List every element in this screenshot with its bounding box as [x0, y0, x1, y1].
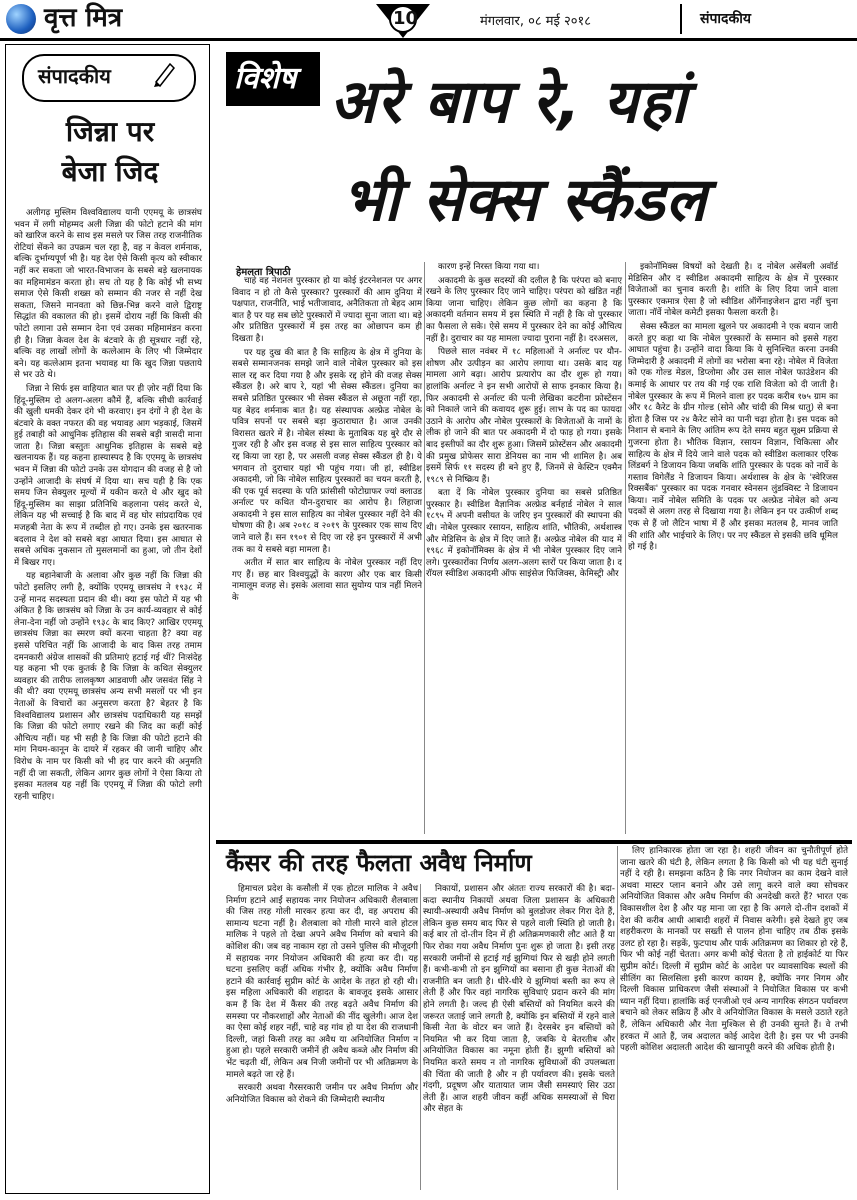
story-column-3	[620, 846, 848, 1057]
feature-headline-line-1: अरे बाप रे, यहां	[330, 67, 688, 137]
editorial-title-line-1: जिन्ना पर	[65, 115, 155, 148]
feature-paragraph: अतीत में सात बार साहित्य के नोबेल पुरस्कार नहीं दिए गए हैं। छह बार विश्वयुद्धों के कारण और एक बार किसी नामालूम वजह से। इसके अलावा सात सुयोग्य पात्र नहीं मिलने के	[232, 558, 422, 604]
feature-byline: हेमलता त्रिपाठी	[236, 267, 291, 278]
pen-icon	[150, 58, 180, 88]
feature-paragraph: अकादमी के कुछ सदस्यों की दलील है कि परंपरा को बनाए रखने के लिए पुरस्कार दिए जाने चाहिए। परंपरा को खंडित नहीं किया जाना चाहिए। लेकिन कुछ लोगों का कहना है कि अकादमी वर्तमान समय में इस स्थिति में नहीं है कि वो पुरस्कार का फैसला ले सके। ऐसे समय में पुरस्कार देने का कोई औचित्य नहीं है। दुराचार का यह मामला ज्यादा पुराना नहीं है। दरअसल,	[426, 275, 622, 344]
story-divider	[216, 840, 852, 844]
feature-paragraph: चाहे वह नेशनल पुरस्कार हो या कोई इंटरनेशनल पर अगर विवाद न हो तो कैसे पुरस्कार? पुरस्कारों की आम दुनिया में पक्षपात, राजनीति, भाई भतीजावाद, अनैतिकता तो बेहद आम बात है पर यह सब छोटे पुरस्कारों में ज्यादा सुना जाता था। बड़े और प्रतिष्ठित पुरस्कारों में इस तरह का ओछापन कम ही दिखता है।	[232, 276, 422, 344]
feature-paragraph: सेक्स स्कैंडल का मामला खुलने पर अकादमी ने एक बयान जारी करते हुए कहा था कि नोबेल पुरस्कारों के सम्मान को इससे गहरा आघात पहुंचा है। उन्होंने वादा किया कि ये सुनिश्चित करना उनकी जिम्मेदारी है अकादमी में लोगों का भरोसा बना रहे। नोबेल में विजेता को एक गोल्ड मेडल, डिप्लोमा और उस साल नोबेल फाउंडेशन की कमाई के आधार पर तय की गई एक राशि विजेता को दी जाती है। नोबेल पुरस्कार के रूप में मिलने वाला हर पदक करीब १७५ ग्राम का और १८ कैरेट के ग्रीन गोल्ड (सोने और चांदी की मिश्र धातु) से बना होता है जिस पर २४ कैरेट सोने का पानी चढ़ा होता है। इस पदक को निशान से बनाने के लिए आंतिम रूप देते समय बहुत सूक्ष्म प्रक्रिया से गुजरना होता है। भौतिक विज्ञान, रसायन विज्ञान, चिकित्सा और साहित्य के क्षेत्र में दिये जाने वाले पदक को स्वीडिश कलाकार एरिक लिंडबर्ग ने डिजायन किया जबकि शांति पुरस्कार के पदक को नार्वे के गस्ताव विगेलैंड ने डिजायन किया। अर्थशास्त्र के क्षेत्र के 'स्वेरिजस रिक्सबैंक' पुरस्कार का पदक गनवार स्वेनसन लुंडक्विस्ट ने डिजायन किया। नार्वे नोबेल समिति के पदक पर अल्फ्रेड नोबेल को अन्य पदकों से अलग तरह से दिखाया गया है। लेकिन इन पर उत्कीर्ण शब्द एक से हैं जो लैटिन भाषा में हैं और इसका मतलब है, मानव जाति की शांति और भाईचारे के लिए। पर नए स्कैंडल से इसकी छवि धूमिल हो गई है।	[628, 321, 838, 553]
column-rule	[424, 262, 425, 834]
feature-paragraph: बता दें कि नोबेल पुरस्कार दुनिया का सबसे प्रतिष्ठित पुरस्कार है। स्वीडिश वैज्ञानिक अल्फ्रेड बर्नहार्ड नोबेल ने साल १८९५ में अपनी वसीयत के जरिए इन पुरस्कारों की स्थापना की थी। नोबेल पुरस्कार रसायन, साहित्य शांति, भौतिकी, अर्थशास्त्र और मेडिसिन के क्षेत्र में दिए जाते हैं। अल्फ्रेड नोबेल की याद में १९६८ में इकोनॉमिक्स के क्षेत्र में भी नोबेल पुरस्कार दिए जाने लगे। पुरस्कारोंका निर्णय अलग-अलग स्तरों पर किया जाता है। द रॉयल स्वीडिश अकादमी ऑफ साइंसेज फिजिक्स, केमिस्ट्री और	[426, 488, 622, 580]
story-paragraph: निकायों, प्रशासन और अंततः राज्य सरकारों की है। बदा-कदा स्थानीय निकायों अथवा जिला प्रशासन के अधिकारी स्थायी-अस्थायी अवैध निर्माण को बुलडोजर लेकर गिरा देते हैं, लेकिन कुछ समय बाद फिर से पहले वाली स्थिति हो जाती है। कई बार तो दो-तीन दिन में ही अतिक्रमणकारी लौट आते हैं या फिर रोका गया अवैध निर्माण पुनः शुरू हो जाता है। इसी तरह सरकारी जमीनों से हटाई गई झुग्गियां फिर से खड़ी होने लगती हैं। कभी-कभी तो इन झुग्गियों का बसाना ही कुछ नेताओं की राजनीति बन जाती है। धीरे-धीरे ये झुग्गियां बस्ती का रूप ले लेती हैं और फिर वहां नागरिक सुविधाएं प्रदान करने की मांग होने लगती है। जल्द ही ऐसी बस्तियों को नियमित करने की जरूरत जताई जाने लगती है, क्योंकि इन बस्तियों में रहने वाले किसी नेता के वोटर बन जाते हैं। देरसबेर इन बस्तियों को नियमित भी कर दिया जाता है, जबकि ये बेतरतीब और अनियोजित विकास का नमूना होती हैं। झुग्गी बस्तियों को नियमित करते समय न तो नागरिक सुविधाओं की उपलब्धता की चिंता की जाती है और न ही पर्यावरण की। इसके चलते गंदगी, प्रदूषण और यातायात जाम जैसी समस्याएं सिर उठा लेती हैं। आज शहरी जीवन कहीं अधिक समस्याओं से घिरा और सेहत के	[423, 884, 615, 1115]
feature-column-1	[232, 276, 422, 607]
issue-date: मंगलवार, ०८ मई २०१८	[480, 14, 592, 29]
column-rule	[625, 262, 626, 834]
editorial-paragraph: यह बहानेबाजी के अलावा और कुछ नहीं कि जिन्ना की फोटो इसलिए लगी है, क्योंकि एएमयू छात्रसंघ ने १९३८ में उन्हें मानद सदस्यता प्रदान की थी। क्या इस फोटो में यह भी अंकित है कि छात्रसंघ को जिन्ना के उन कार्य-व्यवहार से कोई लेना-देना नहीं जो उन्होंने १९३८ के बाद किए? आखिर एएमयू छात्रसंघ जिन्ना का स्मरण क्यों करना चाहता है? क्या वह इससे परिचित नहीं कि आजादी के बाद किस तरह तमाम दमनकारी अंग्रेज शासकों की प्रतिमाएं हटाई गई थीं? निःसंदेह यह कहना भी एक कुतर्क है कि जिन्ना के कथित सेक्युलर व्यवहार की तारीफ लालकृष्ण आडवाणी और जसवंत सिंह ने की थी? क्या एएमयू छात्रसंघ अन्य सभी मसलों पर भी इन नेताओं के विचारों का अनुसरण करता है? बेहतर है कि विश्वविद्यालय प्रशासन और छात्रसंघ पदाधिकारी यह समझें कि जिन्ना की फोटो लगाए रखने की जिद का कहीं कोई औचित्य नहीं। यह भी सही है कि जिन्ना की फोटो हटाने की मांग नियम-कानून के दायरे में रहकर की जानी चाहिए और विरोध के नाम पर किसी को भी हद पार करने की अनुमति नहीं दी जा सकती, लेकिन आगर कुछ लोगों ने ऐसा किया तो इसका मतलब यह नहीं कि एएमयू में जिन्ना की फोटो लगी रहनी चाहिए।	[14, 571, 202, 802]
story-paragraph: सरकारी अथवा गैरसरकारी जमीन पर अवैध निर्माण और अनियोजित विकास को रोकने की जिम्मेदारी स्थानीय	[226, 1083, 418, 1105]
feature-column-3	[628, 262, 838, 556]
feature-paragraph: पर यह दुख की बात है कि साहित्य के क्षेत्र में दुनिया के सबसे सम्मानजनक समझे जाने वाले नोबेल पुरस्कार को इस साल रद्द कर दिया गया है और इसके रद्द होने की वजह सेक्स स्कैंडल है। अरे बाप रे, यहां भी सेक्स स्कैंडल। दुनिया का सबसे प्रतिष्ठित पुरस्कार भी सेक्स स्कैंडल से अछूता नहीं रहा, यह बेहद शर्मनाक बात है। यह संस्थापक अल्फ्रेड नोबेल के पवित्र सपनों पर सबसे बड़ा कुठाराघात है। आज उनकी विरासत खतरे में है। नोबेल संस्था के मुताबिक यह बुरे दौर से गुजर रही है और इस वजह से इस साल साहित्य पुरस्कार को रद्द किया जा रहा है, पर असली वजह सेक्स स्कैंडल ही है। ये भगवान तो दुराचार यहां भी पहुंच गया। जी हां, स्वीडिश अकादमी, जो कि नोबेल साहित्य पुरस्कारों का चयन करती है, की एक पूर्व सदस्या के पति फ्रांसीसी फोटोग्राफर ज्यां क्लाउड अर्नाल्ट पर कथित यौन-दुराचार का आरोप है। लिहाजा अकादमी ने इस साल साहित्य का नोबेल पुरस्कार नहीं देने की घोषणा की है। अब २०१८ व २०१९ के पुरस्कार एक साथ दिए जाने वाले हैं। सन १९०१ से दिए जा रहे इन पुरस्कारों में अभी तक का ये सबसे बड़ा मामला है।	[232, 347, 422, 555]
story-headline: कैंसर की तरह फैलता अवैध निर्माण	[226, 849, 532, 877]
editorial-title-line-2: बेजा जिद	[61, 155, 159, 188]
feature-headline-line-2: भी सेक्स स्कैंडल	[342, 165, 708, 235]
editorial-body	[14, 208, 202, 805]
editorial-paragraph: जिन्ना ने सिर्फ इस वाहियात बात पर ही ज़ोर नहीं दिया कि हिंदू-मुस्लिम दो अलग-अलग कौमें हैं, बल्कि सीधी कार्रवाई की खुली धमकी देकर दंगे भी करवाए। इन दंगों ने ही देश के बंटवारे के वक्त नफरत की वह भयावह आग भड़काई, जिसमें हुई तबाही को आधुनिक इतिहास की सबसे बड़ी त्रासदी माना जाता है। जिन्ना बस्तुतः आधुनिक इतिहास के सबसे बड़े खलनायक हैं। यह कहना हास्यास्पद है कि एएमयू के छात्रसंघ भवन में जिन्ना की फोटो उनके उस योगदान की वजह से है जो उन्होंने आजादी के संघर्ष में दिया था। सच यही है कि एक समय जिन सेक्युलर मूल्यों में यकीन करते थे और खुद को हिंदू-मुस्लिम का साझा प्रतिनिधि कहलाना पसंद करते थे, लेकिन यह भी सच्चाई है कि बाद में वह घोर सांप्रदायिक एवं मजहबी नेता के रूप में तब्दील हो गए। उनके इस खतरनाक बदलाव ने देश को सबसे बड़ा आघात दिया। इस आघात से सबसे अधिक नुकसान तो मुसलमानों का हुआ, जो तीन देशों में बिखर गए।	[14, 383, 202, 568]
column-rule	[420, 884, 421, 1190]
editorial-tag-label: संपादकीय	[38, 64, 111, 88]
feature-paragraph: पिछले साल नवंबर में १८ महिलाओं ने अर्नाल्ट पर यौन-शोषण और उत्पीड़न का आरोप लगाया था। उसके बाद यह मामला आगे बढ़ा। आरोप प्रत्यारोप का दौर शुरू हो गया। हालांकि अर्नाल्ट ने इन सभी आरोपों से साफ इनकार किया है। फिर अकादमी से अर्नाल्ट की पत्नी लेखिका कटरीना फ्रोस्टेंसन को निकाले जाने की कवायद शुरू हुई। लाभ के पद का फायदा उठाने के आरोप और नोबेल पुरस्कारों के विजेताओं के नामों के लीक हो जाने की बात पर अकादमी में दो फाड़ हो गया। इसके बाद इस्तीफों का दौर शुरू हुआ। जिसमें फ्रोस्टेंसन और अकादमी की प्रमुख प्रोफेसर सारा डेनियस का नाम भी शामिल है। अब इसमें सिर्फ ११ सदस्य ही बने हुए हैं, जिनमें से केस्टिन एक्मैन १९८९ से निष्क्रिय हैं।	[426, 347, 622, 485]
feature-paragraph: कारण इन्हें निरस्त किया गया था।	[438, 262, 540, 272]
newspaper-logo: वृत्त मित्र	[44, 3, 123, 33]
feature-paragraph: इकोनॉमिक्स विषयों को देखती है। द नोबेल असेंबली अवॉर्ड मेडिसिन और द स्वीडिश अकादमी साहित्य के क्षेत्र में पुरस्कार विजेताओं का चुनाव करती है। शांति के लिए दिया जाने वाला पुरस्कार एकमात्र ऐसा है जो स्वीडिश ऑर्गेनाइजेशन द्वारा नहीं चुना जाता। नॉर्वे नोबेल कमेटी इसका फैसला करती है।	[628, 262, 838, 319]
story-column-2	[423, 884, 615, 1118]
page-number: 10	[393, 8, 419, 29]
editorial-paragraph: अलीगढ़ मुस्लिम विश्वविद्यालय यानी एएमयू के छात्रसंघ भवन में लगी मोहम्मद अली जिन्ना की फोटो हटाने की मांग को खारिज करने के साथ इस मसले पर जिस तरह राजनीतिक रोटियां सेंकने का उपक्रम चल रहा है, वह न केवल शर्मनाक, बल्कि दुर्भाग्यपूर्ण भी है। यह देश ऐसे किसी कृत्य को स्वीकार नहीं कर सकता जो भारत-विभाजन के सबसे बड़े खलनायक का महिमामंडन करता हो। सच तो यह है कि कोई भी सभ्य समाज ऐसे किसी शख्स को सम्मान की नजर से नहीं देख सकता, जिसने मानवता को छिन्न-भिन्न करने वाले द्विराष्ट्र सिद्धांत की वकालत की हो। इसमें दोराय नहीं कि किसी की फोटो लगाना उसे सम्मान देना एवं उसका महिमामंडन करना ही है। जिन्ना केवल देश के बंटवारे के ही सूत्रधार नहीं रहे, बल्कि वह लाखों लोगों के कत्लेआम के लिए भी जिम्मेदार बने। यह कत्लेआम इतना भयावह था कि खुद जिन्ना पछताये से भर उठे थे।	[14, 208, 202, 381]
column-rule	[617, 846, 618, 1190]
special-kicker: विशेष	[234, 61, 297, 96]
story-column-1	[226, 884, 418, 1108]
section-label: संपादकीय	[700, 11, 751, 27]
story-paragraph: लिए हानिकारक होता जा रहा है। शहरी जीवन का चुनौतीपूर्ण होते जाना खतरे की घंटी है, लेकिन लगता है कि किसी को भी यह घंटी सुनाई नहीं दे रही है। समझना कठिन है कि नगर नियोजन का काम देखने वाले अथवा मास्टर प्लान बनाने और उसे लागू करने वाले क्या सोचकर अनियोजित विकास और अवैध निर्माण की अनदेखी करते हैं? भारत एक विकासशील देश है और यह माना जा रहा है कि अगले दो-तीन दशकों में देश की करीब आधी आबादी शहरों में निवास करेगी। इसे देखते हुए जब शहरीकरण के मानकों पर सख्ती से पालन होना चाहिए तब ठीक इसके उलट हो रहा है। सड़कें, फुटपाथ और पार्क अतिक्रमण का शिकार हो रहे हैं, फिर भी कोई नहीं चेतता। अगर कभी कोई चेतता है तो हाईकोर्ट या फिर सुप्रीम कोर्ट। दिल्ली में सुप्रीम कोर्ट के आदेश पर व्यावसायिक स्थलों की सीलिंग का सिलसिला इसी कारण कायम है, क्योंकि नगर निगम और दिल्ली विकास प्राधिकरण जैसी संस्थाओं ने नियोजित विकास पर कभी ध्यान नहीं दिया। हालांकि कई एनजीओ एवं अन्य नागरिक संगठन पर्यावरण बचाने को लेकर सक्रिय हैं और वे अनियोजित विकास के मसले उठाते रहते हैं, लेकिन अधिकारी और नेता मुश्किल से ही उनकी सुनते हैं। वे तभी हरकत में आते हैं, जब अदालत कोई आदेश देती है। इस पर भी उनकी पहली कोशिश अदालती आदेश की खानापूरी करने की अधिक होती है।	[620, 846, 848, 1054]
story-paragraph: हिमाचल प्रदेश के कसौली में एक होटल मालिक ने अवैध निर्माण हटाने आईं सहायक नगर नियोजन अधिकारी शैलबाला की जिस तरह गोली मारकर हत्या कर दी, वह अपराध की सामान्य घटना नहीं है। शैलबाला को गोली मारने वाले होटल मालिक ने पहले तो देखा अपने अवैध निर्माण को बचाने की कोशिश की। जब वह नाकाम रहा तो उसने पुलिस की मौजूदगी में सहायक नगर नियोजन अधिकारी की हत्या कर दी। यह घटना इसलिए कहीं अधिक गंभीर है, क्योंकि अवैध निर्माण हटाने की कार्रवाई सुप्रीम कोर्ट के आदेश के तहत हो रही थी। इस महिला अधिकारी की शहादत के बावजूद इसके आसार कम हैं कि देश में कैंसर की तरह बढ़ते अवैध निर्माण की समस्या पर नौकरशाहों और नेताओं की नींद खुलेगी। आज देश का ऐसा कोई शहर नहीं, चाहे वह गांव हो या देश की राजधानी दिल्ली, जहां किसी तरह का अवैध या अनियोजित निर्माण न हुआ हो। पहले सरकारी जमीनें ही अवैध कब्जे और निर्माण की भेंट चढ़ती थीं, लेकिन अब निजी जमीनों पर भी अतिक्रमण के मामले बढ़ते जा रहे हैं।	[226, 884, 418, 1080]
feature-column-2	[426, 262, 622, 583]
globe-logo-icon	[6, 4, 36, 34]
